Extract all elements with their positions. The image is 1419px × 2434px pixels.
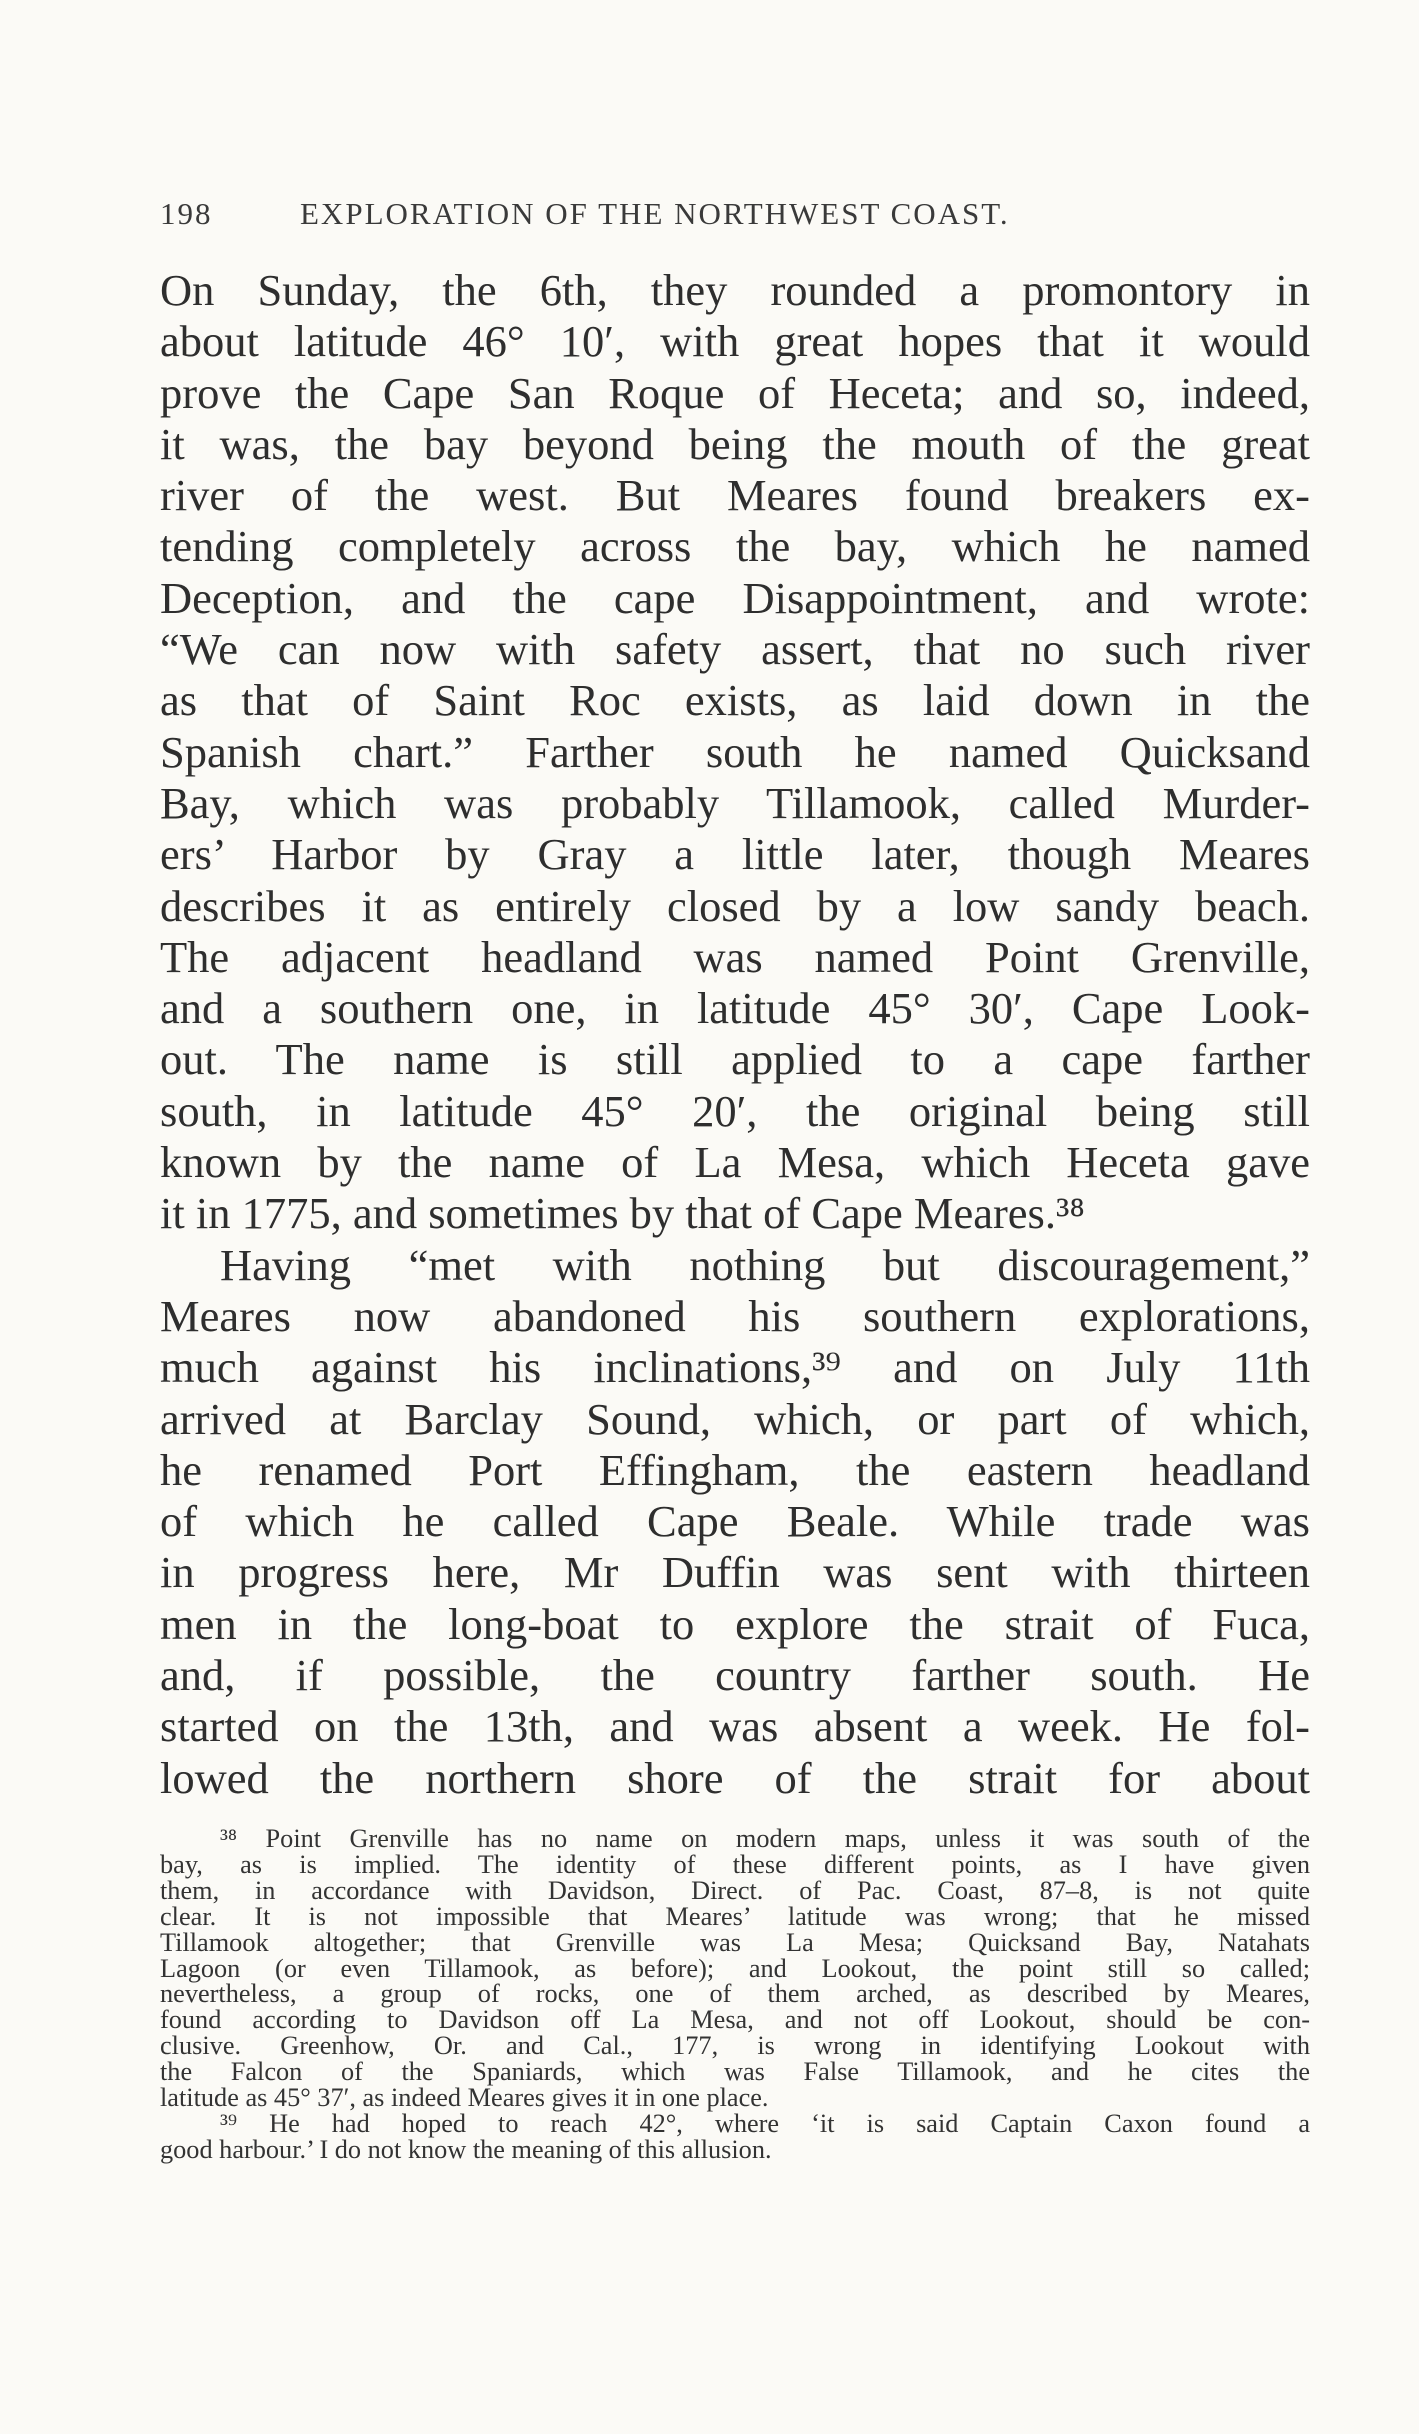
footnote-line: latitude as 45° 37′, as indeed Meares gives it in one place. xyxy=(160,2083,769,2113)
body-line: river of the west. But Meares found breakers ex- xyxy=(160,470,1310,521)
body-line: describes it as entirely closed by a low sandy beach. xyxy=(160,880,1310,931)
body-line: about latitude 46° 10′, with great hopes that it would xyxy=(160,316,1310,367)
body-line: started on the 13th, and was absent a week. He fol- xyxy=(160,1701,1310,1752)
body-line: On Sunday, the 6th, they rounded a promontory in xyxy=(160,265,1310,315)
body-line: and a southern one, in latitude 45° 30′, Cape Look- xyxy=(160,983,1310,1034)
body-line: prove the Cape San Roque of Heceta; and so, indeed, xyxy=(160,367,1310,418)
footnote-line: good harbour.’ I do not know the meaning of this allusion. xyxy=(160,2134,772,2164)
body-line: arrived at Barclay Sound, which, or part of which, xyxy=(160,1393,1310,1444)
body-line: “We can now with safety assert, that no such river xyxy=(160,624,1310,675)
footnote-line: them, in accordance with Davidson, Direct. of Pac. Coast, 87–8, is not quite xyxy=(160,1875,1310,1905)
body-line: Having “met with nothing but discouragement,” xyxy=(220,1239,1310,1290)
body-line: in progress here, Mr Duffin was sent with thirteen xyxy=(160,1547,1310,1598)
page-number: 198 xyxy=(160,196,213,231)
body-text xyxy=(160,265,1310,1804)
footnote-38: ³⁸ Point Grenville has no name on modern maps, unless it was south of the xyxy=(220,1824,1310,1853)
body-line: Spanish chart.” Farther south he named Quicksand xyxy=(160,726,1310,777)
body-line: it was, the bay beyond being the mouth of the great xyxy=(160,418,1310,469)
body-line: out. The name is still applied to a cape farther xyxy=(160,1034,1310,1085)
running-title: EXPLORATION OF THE NORTHWEST COAST. xyxy=(300,196,1010,231)
body-line: ers’ Harbor by Gray a little later, though Meares xyxy=(160,829,1310,880)
body-line: tending completely across the bay, which he named xyxy=(160,521,1310,572)
footnote-line: nevertheless, a group of rocks, one of them arched, as described by Meares, xyxy=(160,1979,1310,2009)
body-line: known by the name of La Mesa, which Heceta gave xyxy=(160,1137,1310,1188)
footnote-line: Tillamook altogether; that Grenville was La Mesa; Quicksand Bay, Natahats xyxy=(160,1927,1310,1957)
footnote-39: ³⁹ He had hoped to reach 42°, where ‘it is said Captain Caxon found a xyxy=(220,2108,1310,2138)
body-line: as that of Saint Roc exists, as laid down in the xyxy=(160,675,1310,726)
body-line: and, if possible, the country farther south. He xyxy=(160,1650,1310,1701)
footnotes xyxy=(160,1826,1310,2163)
footnote-line: Lagoon (or even Tillamook, as before); and Lookout, the point still so called; xyxy=(160,1953,1310,1983)
body-line: he renamed Port Effingham, the eastern headland xyxy=(160,1444,1310,1495)
body-line: Bay, which was probably Tillamook, called Murder- xyxy=(160,777,1310,828)
body-line: of which he called Cape Beale. While trade was xyxy=(160,1496,1310,1547)
footnote-line: clear. It is not impossible that Meares’ latitude was wrong; that he missed xyxy=(160,1901,1310,1931)
body-line: much against his inclinations,³⁹ and on July 11th xyxy=(160,1342,1310,1393)
body-line: Meares now abandoned his southern explorations, xyxy=(160,1290,1310,1341)
body-line: The adjacent headland was named Point Grenville, xyxy=(160,931,1310,982)
footnote-line: bay, as is implied. The identity of these different points, as I have given xyxy=(160,1849,1310,1879)
body-line: men in the long-boat to explore the strait of Fuca, xyxy=(160,1598,1310,1649)
body-line: south, in latitude 45° 20′, the original being still xyxy=(160,1085,1310,1136)
body-line: it in 1775, and sometimes by that of Cape Meares.³⁸ xyxy=(160,1188,1085,1239)
footnote-line: found according to Davidson off La Mesa, and not off Lookout, should be con- xyxy=(160,2005,1310,2035)
body-line: Deception, and the cape Disappointment, and wrote: xyxy=(160,572,1310,623)
body-line: lowed the northern shore of the strait for about xyxy=(160,1752,1310,1803)
footnote-line: the Falcon of the Spaniards, which was False Tillamook, and he cites the xyxy=(160,2057,1310,2087)
running-header xyxy=(160,196,1310,232)
footnote-line: clusive. Greenhow, Or. and Cal., 177, is wrong in identifying Lookout with xyxy=(160,2031,1310,2061)
